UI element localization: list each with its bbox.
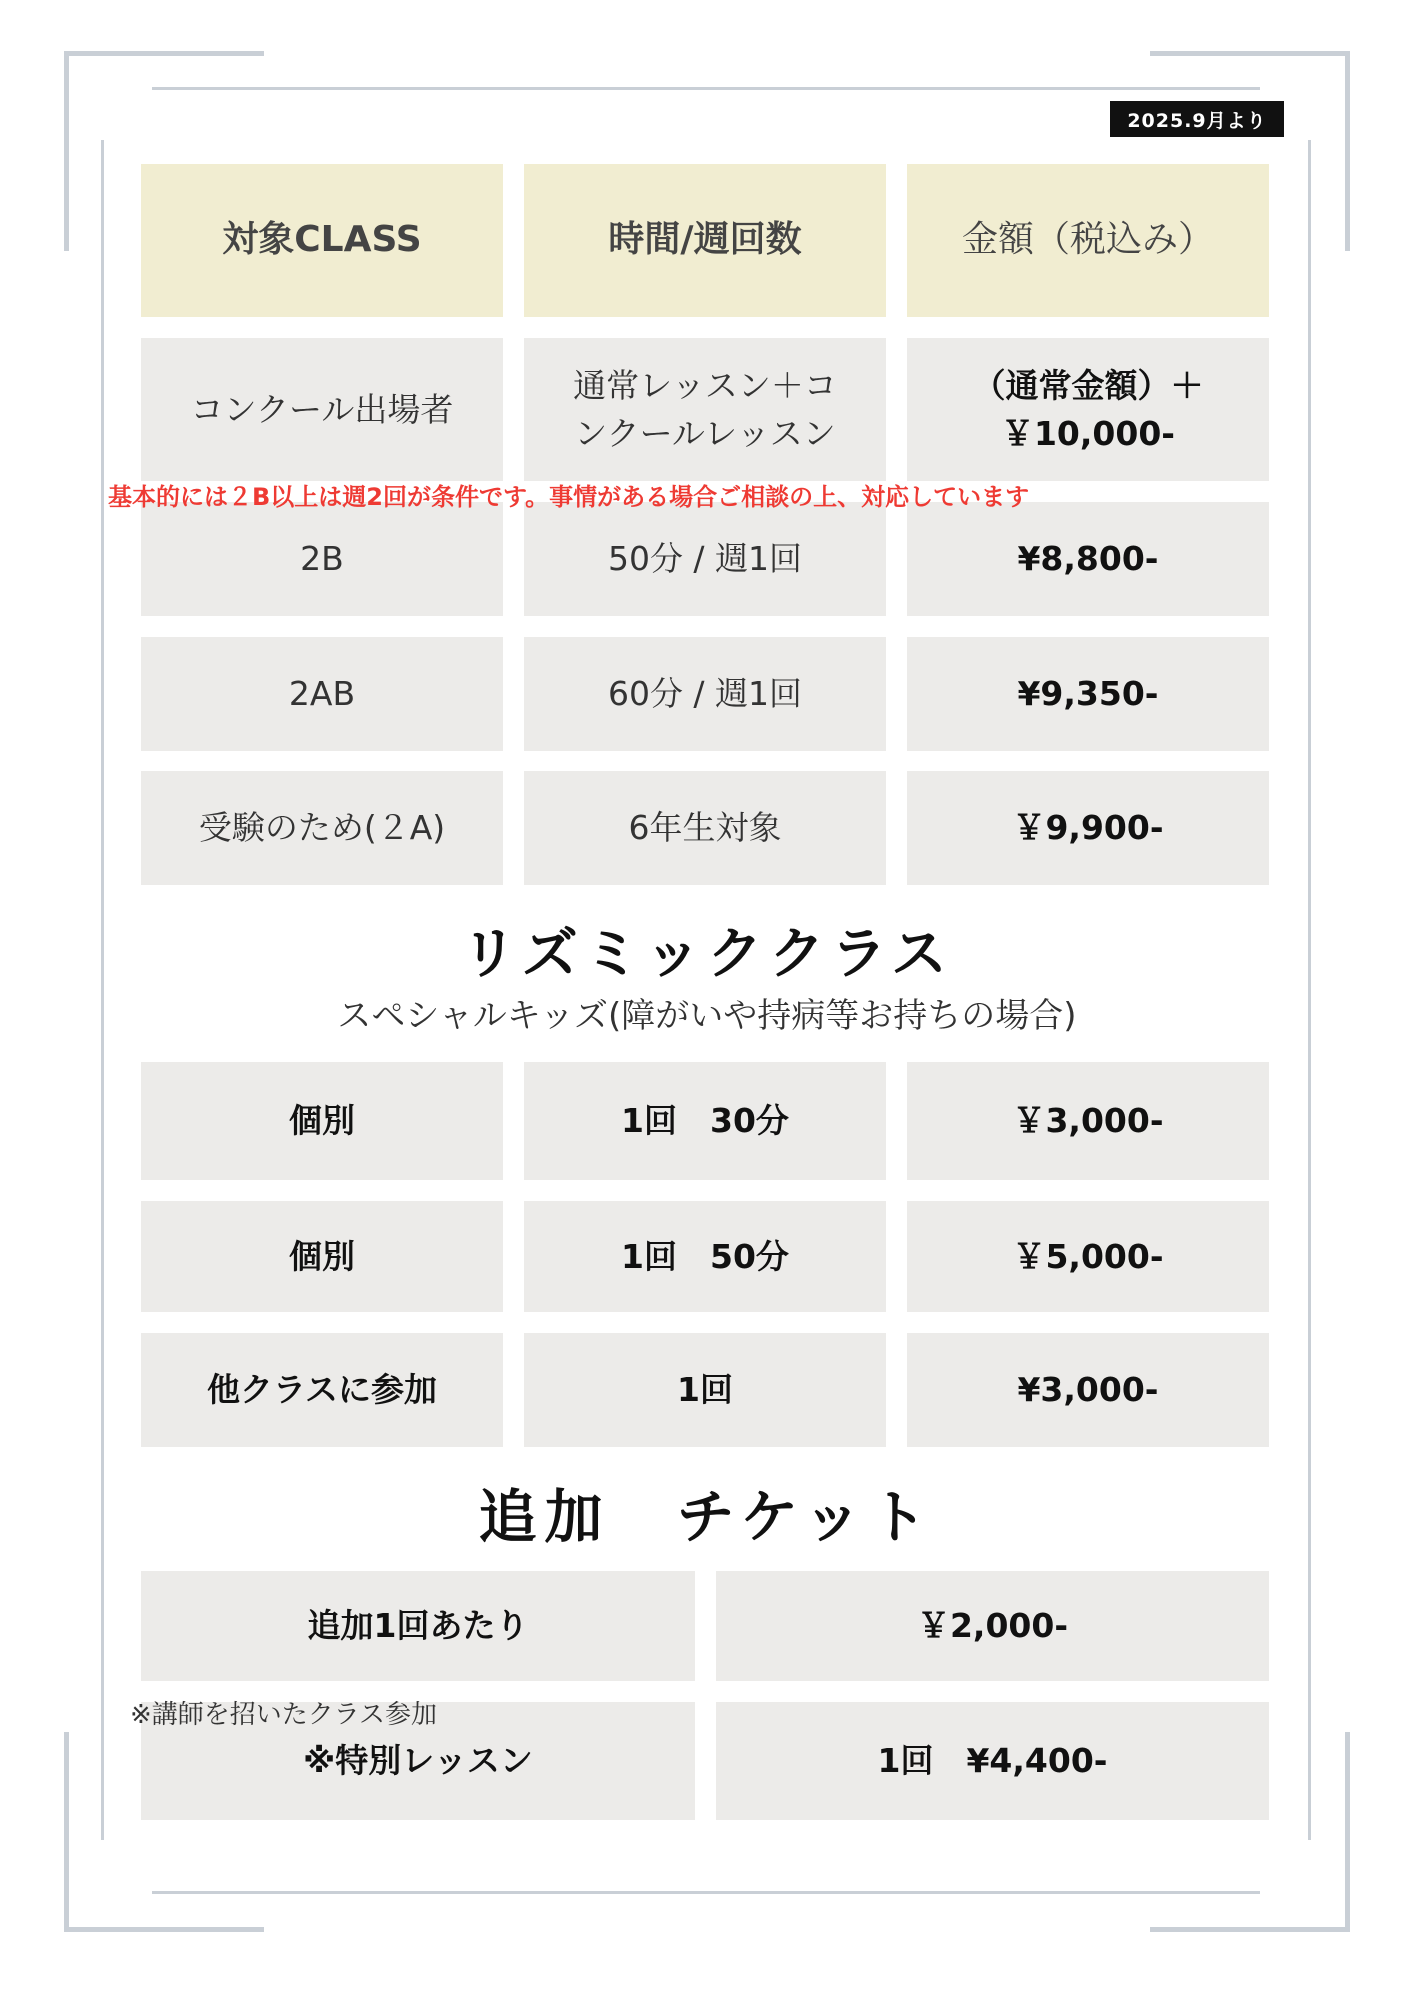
ticket-row2-price: 1回 ¥4,400- <box>716 1702 1269 1820</box>
row-2ab-price: ¥9,350- <box>907 637 1269 751</box>
row-2b-class: 2B <box>141 502 503 616</box>
row-contest-time: 通常レッスン＋コンクールレッスン <box>524 338 886 481</box>
frame-top-left-v <box>64 51 69 251</box>
row-2ab-class: 2AB <box>141 637 503 751</box>
row-contest-class: コンクール出場者 <box>141 338 503 481</box>
rhythmic-row2-type: 個別 <box>141 1201 503 1312</box>
rhythmic-row3-time: 1回 <box>524 1333 886 1447</box>
row-2b-time: 50分 / 週1回 <box>524 502 886 616</box>
frame-inner-top <box>152 87 1260 90</box>
rhythmic-row1-price: ￥3,000- <box>907 1062 1269 1180</box>
frame-bottom-left-v <box>64 1732 69 1932</box>
frame-top-right-h <box>1150 51 1350 56</box>
special-lesson-note: ※講師を招いたクラス参加 <box>130 1700 438 1730</box>
row-exam-class: 受験のため(２A) <box>141 771 503 885</box>
rhythmic-row2-price: ￥5,000- <box>907 1201 1269 1312</box>
rhythmic-row3-type: 他クラスに参加 <box>141 1333 503 1447</box>
frame-top-right-v <box>1345 51 1350 251</box>
row-2ab-time: 60分 / 週1回 <box>524 637 886 751</box>
rhythmic-row1-time: 1回 30分 <box>524 1062 886 1180</box>
rhythmic-class-title: リズミッククラス <box>460 922 954 987</box>
condition-notice: 基本的には２B以上は週2回が条件です。事情がある場合ご相談の上、対応しています <box>108 482 1030 511</box>
row-exam-price: ￥9,900- <box>907 771 1269 885</box>
frame-inner-bottom <box>152 1891 1260 1894</box>
row-exam-time: 6年生対象 <box>524 771 886 885</box>
header-time: 時間/週回数 <box>524 164 886 317</box>
header-class: 対象CLASS <box>141 164 503 317</box>
effective-date-badge: 2025.9月より <box>1110 101 1284 137</box>
row-2b-price: ¥8,800- <box>907 502 1269 616</box>
rhythmic-row2-time: 1回 50分 <box>524 1201 886 1312</box>
rhythmic-row3-price: ¥3,000- <box>907 1333 1269 1447</box>
rhythmic-row1-type: 個別 <box>141 1062 503 1180</box>
ticket-row2-label: ※特別レッスン <box>141 1702 695 1820</box>
ticket-row1-price: ￥2,000- <box>716 1571 1269 1681</box>
ticket-title: 追加 チケット <box>478 1483 936 1551</box>
ticket-row1-label: 追加1回あたり <box>141 1571 695 1681</box>
header-price: 金額（税込み） <box>907 164 1269 317</box>
frame-bottom-right-v <box>1345 1732 1350 1932</box>
row-contest-price: （通常金額）＋￥10,000- <box>907 338 1269 481</box>
frame-bottom-right-h <box>1150 1927 1350 1932</box>
rhythmic-class-subtitle: スペシャルキッズ(障がいや持病等お持ちの場合) <box>337 996 1077 1036</box>
frame-bottom-left-h <box>64 1927 264 1932</box>
frame-top-left-h <box>64 51 264 56</box>
